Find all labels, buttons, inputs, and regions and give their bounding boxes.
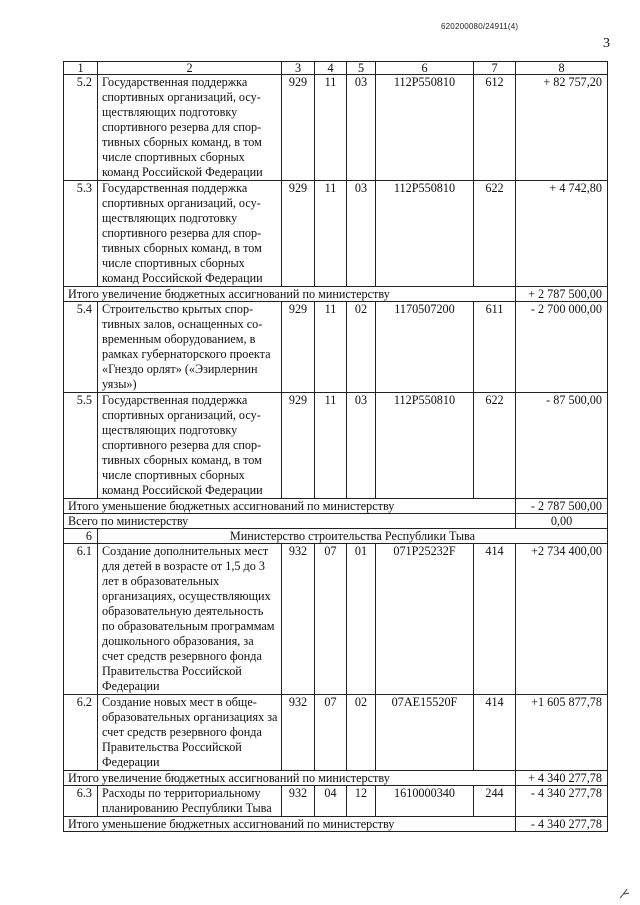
total-value: + 2 787 500,00 <box>516 287 608 302</box>
total-value: - 4 340 277,78 <box>516 817 608 832</box>
table-header-row <box>64 62 608 75</box>
row-name: Государственная поддержка спортивных организаций, осуществляющих подготовку спортивного резерва для спортивных сборных команд, в том числе спортивных сборных команд Российской Федерации <box>98 75 282 181</box>
total-row <box>64 514 608 529</box>
row-code5: 03 <box>347 393 376 499</box>
header-cell: 4 <box>315 62 347 75</box>
page-number: 3 <box>603 36 610 51</box>
row-name: Государственная поддержка спортивных организаций, осуществляющих подготовку спортивного резерва для спортивных сборных команд, в том числе спортивных сборных команд Российской Федерации <box>98 181 282 287</box>
total-label: Итого увеличение бюджетных ассигнований по министерству <box>64 771 516 786</box>
total-label: Всего по министерству <box>64 514 516 529</box>
row-code4: 04 <box>315 786 347 817</box>
row-number: 5.2 <box>64 75 98 181</box>
row-number: 5.4 <box>64 302 98 393</box>
row-code3: 932 <box>282 544 315 695</box>
row-amount: - 2 700 000,00 <box>516 302 608 393</box>
row-code4: 11 <box>315 302 347 393</box>
total-row <box>64 771 608 786</box>
total-value: - 2 787 500,00 <box>516 499 608 514</box>
row-code5: 02 <box>347 302 376 393</box>
section-header-row <box>64 529 608 544</box>
row-code7: 414 <box>474 695 516 771</box>
row-number: 5.3 <box>64 181 98 287</box>
row-name: Расходы по территориальному планированию Республики Тыва <box>98 786 282 817</box>
row-name: Строительство крытых спортивных залов, оснащенных современным оборудованием, в рамках губернаторского проекта «Гнездо орлят» («Эзирлернин уязы») <box>98 302 282 393</box>
row-code6: 1610000340 <box>376 786 474 817</box>
row-code7: 611 <box>474 302 516 393</box>
row-code3: 929 <box>282 181 315 287</box>
table-row <box>64 181 608 287</box>
row-code4: 11 <box>315 181 347 287</box>
header-cell: 7 <box>474 62 516 75</box>
total-value: 0,00 <box>516 514 608 529</box>
row-amount: + 4 742,80 <box>516 181 608 287</box>
row-number: 6.1 <box>64 544 98 695</box>
row-number: 6.2 <box>64 695 98 771</box>
row-name: Создание дополнительных мест для детей в возрасте от 1,5 до 3 лет в образовательных организациях, осуществляющих образовательную деятельность по образовательным программам дошкольного образования, за счет средств резервного фонда Правительства Российской Федерации <box>98 544 282 695</box>
row-code5: 01 <box>347 544 376 695</box>
row-code3: 929 <box>282 75 315 181</box>
header-cell: 2 <box>98 62 282 75</box>
budget-table <box>63 61 608 832</box>
row-number: 5.5 <box>64 393 98 499</box>
row-amount: +2 734 400,00 <box>516 544 608 695</box>
row-code4: 11 <box>315 393 347 499</box>
row-name: Государственная поддержка спортивных организаций, осуществляющих подготовку спортивного резерва для спортивных сборных команд, в том числе спортивных сборных команд Российской Федерации <box>98 393 282 499</box>
row-code6: 112P550810 <box>376 181 474 287</box>
row-amount: +1 605 877,78 <box>516 695 608 771</box>
row-code4: 11 <box>315 75 347 181</box>
row-code4: 07 <box>315 544 347 695</box>
section-title: Министерство строительства Республики Тыва <box>98 529 608 544</box>
row-code7: 622 <box>474 393 516 499</box>
row-code5: 03 <box>347 75 376 181</box>
row-amount: - 87 500,00 <box>516 393 608 499</box>
total-row <box>64 287 608 302</box>
row-amount: - 4 340 277,78 <box>516 786 608 817</box>
header-cell: 3 <box>282 62 315 75</box>
row-code3: 929 <box>282 302 315 393</box>
table-row <box>64 302 608 393</box>
table-row <box>64 786 608 817</box>
table-row <box>64 393 608 499</box>
row-code6: 071P25232F <box>376 544 474 695</box>
row-code6: 112P550810 <box>376 75 474 181</box>
row-code7: 244 <box>474 786 516 817</box>
header-cell: 5 <box>347 62 376 75</box>
row-code3: 932 <box>282 695 315 771</box>
row-code3: 932 <box>282 786 315 817</box>
total-row <box>64 817 608 832</box>
header-cell: 1 <box>64 62 98 75</box>
header-cell: 6 <box>376 62 474 75</box>
total-label: Итого уменьшение бюджетных ассигнований по министерству <box>64 499 516 514</box>
row-code3: 929 <box>282 393 315 499</box>
table-row <box>64 695 608 771</box>
row-code5: 12 <box>347 786 376 817</box>
initials-mark-icon <box>618 886 632 900</box>
total-value: + 4 340 277,78 <box>516 771 608 786</box>
document-id: 620200080/24911(4) <box>441 22 519 31</box>
table-row <box>64 75 608 181</box>
row-code5: 02 <box>347 695 376 771</box>
row-code4: 07 <box>315 695 347 771</box>
row-code6: 112P550810 <box>376 393 474 499</box>
total-row <box>64 499 608 514</box>
total-label: Итого увеличение бюджетных ассигнований по министерству <box>64 287 516 302</box>
row-code7: 414 <box>474 544 516 695</box>
table-row <box>64 544 608 695</box>
header-cell: 8 <box>516 62 608 75</box>
row-code7: 612 <box>474 75 516 181</box>
total-label: Итого уменьшение бюджетных ассигнований по министерству <box>64 817 516 832</box>
row-code7: 622 <box>474 181 516 287</box>
row-name: Создание новых мест в общеобразовательных организациях за счет средств резервного фонда Правительства Российской Федерации <box>98 695 282 771</box>
row-amount: + 82 757,20 <box>516 75 608 181</box>
row-code6: 07AE15520F <box>376 695 474 771</box>
row-code5: 03 <box>347 181 376 287</box>
section-number: 6 <box>64 529 98 544</box>
row-code6: 1170507200 <box>376 302 474 393</box>
row-number: 6.3 <box>64 786 98 817</box>
